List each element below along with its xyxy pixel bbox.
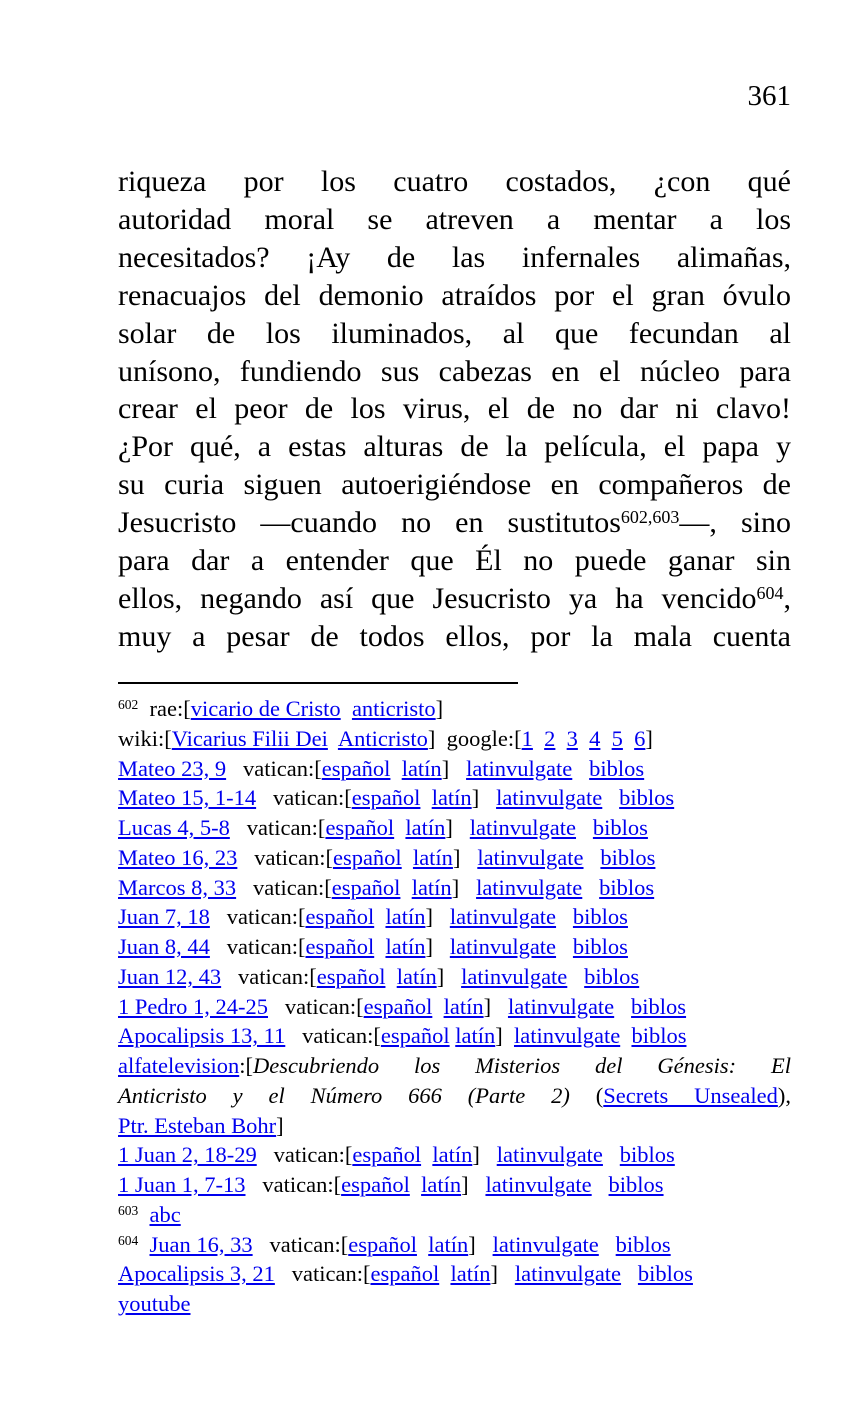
link-biblos[interactable]: biblos [637, 1261, 693, 1287]
main-text-line: autoridad moral se atreven a mentar a los [118, 202, 791, 236]
footnote-line [118, 1289, 791, 1319]
link-juan-7-18[interactable]: Juan 7, 18 [118, 904, 210, 930]
link-latinvulgate[interactable]: latinvulgate [496, 785, 603, 811]
footnote-line: Mateo 23, 9 vatican:[español latín] latinvulgate biblos [118, 755, 645, 781]
footnote-line: Juan 7, 18 vatican:[español latín] latinvulgate biblos [118, 904, 628, 930]
page-number: 361 [747, 80, 791, 112]
footnote-italic-title: Descubriendo los Misterios del Génesis: El [252, 1053, 791, 1078]
link-5[interactable]: 5 [611, 725, 623, 751]
link-latin[interactable]: latín [421, 1172, 462, 1197]
link-latin[interactable]: latín [443, 993, 484, 1019]
link-1[interactable]: 1 [521, 725, 533, 751]
link-latinvulgate[interactable]: latinvulgate [477, 844, 584, 870]
link-lucas-4-5-8[interactable]: Lucas 4, 5-8 [118, 815, 230, 840]
main-text-line: riqueza por los cuatro costados, ¿con qué [118, 165, 791, 198]
link-biblos[interactable]: biblos [619, 1142, 675, 1168]
footnote-number: 602 [118, 697, 139, 713]
link-latinvulgate[interactable]: latinvulgate [507, 993, 615, 1019]
footnote-line: Anticristo y el Número 666 (Parte 2) (Secrets Unsealed), [118, 1082, 791, 1108]
link-latin[interactable]: latín [401, 755, 442, 781]
main-text-line: necesitados? ¡Ay de las infernales alimañas, [118, 240, 791, 274]
link-mateo-15-1-14[interactable]: Mateo 15, 1-14 [118, 785, 257, 811]
link-espanol[interactable]: español [321, 755, 391, 781]
link-espanol[interactable]: español [352, 1142, 422, 1168]
link-apocalipsis-13-11[interactable]: Apocalipsis 13, 11 [118, 1023, 286, 1049]
link-secrets-unsealed[interactable]: Secrets Unsealed [603, 1082, 778, 1108]
link-espanol[interactable]: español [380, 1023, 450, 1049]
footnote-italic-title: Anticristo y el Número 666 (Parte 2) [118, 1082, 570, 1108]
link-latin[interactable]: latín [412, 844, 453, 870]
link-latinvulgate[interactable]: latinvulgate [449, 904, 557, 930]
link-apocalipsis-3-21[interactable]: Apocalipsis 3, 21 [118, 1261, 275, 1287]
link-latin[interactable]: latín [405, 815, 446, 840]
footnote-line: Lucas 4, 5-8 vatican:[español latín] latinvulgate biblos [118, 815, 648, 840]
link-abc[interactable]: abc [149, 1201, 181, 1227]
link-latinvulgate[interactable]: latinvulgate [469, 815, 577, 840]
link-mateo-23-9[interactable]: Mateo 23, 9 [118, 755, 227, 781]
link-biblos[interactable]: biblos [572, 904, 628, 930]
link-mateo-16-23[interactable]: Mateo 16, 23 [118, 844, 238, 870]
link-biblos[interactable]: biblos [608, 1172, 664, 1197]
link-espanol[interactable]: español [370, 1261, 440, 1287]
link-biblos[interactable]: biblos [589, 755, 645, 781]
main-text-line: crear el peor de los virus, el de no dar ni clavo! [118, 392, 791, 426]
link-latin[interactable]: latín [385, 904, 426, 930]
main-text-line: ¿Por qué, a estas alturas de la película, el papa y [118, 430, 791, 464]
link-biblos[interactable]: biblos [619, 785, 675, 811]
link-latin[interactable]: latín [455, 1023, 496, 1049]
link-latin[interactable]: latín [450, 1261, 491, 1287]
link-latinvulgate[interactable]: latinvulgate [485, 1172, 592, 1197]
link-espanol[interactable]: español [351, 785, 421, 811]
main-text-line: Jesucristo —cuando no en sustitutos$^{602,603}$—, sino [118, 506, 791, 540]
link-biblos[interactable]: biblos [592, 815, 648, 840]
link-latinvulgate[interactable]: latinvulgate [449, 934, 557, 959]
main-text-line: solar de los iluminados, al que fecundan al [118, 316, 791, 350]
footnotes-section [118, 694, 791, 1319]
footnote-separator [118, 682, 518, 684]
main-text-line: para dar a entender que Él no puede ganar sin [118, 544, 791, 578]
footnote-line: Mateo 16, 23 vatican:[español latín] latinvulgate biblos [118, 844, 656, 870]
link-vicarius-filii-dei[interactable]: Vicarius Filii Dei [171, 725, 328, 751]
link-6[interactable]: 6 [634, 725, 646, 751]
link-latin[interactable]: latín [432, 1142, 473, 1168]
link-ptr-esteban-bohr[interactable]: Ptr. Esteban Bohr [118, 1112, 277, 1138]
link-juan-8-44[interactable]: Juan 8, 44 [118, 934, 210, 959]
link-espanol[interactable]: español [363, 993, 433, 1019]
footnote-line [118, 1200, 791, 1230]
link-juan-16-33[interactable]: Juan 16, 33 [149, 1231, 253, 1257]
link-latinvulgate[interactable]: latinvulgate [492, 1231, 599, 1257]
link-alfatelevision[interactable]: alfatelevision [118, 1053, 240, 1078]
link-latin[interactable]: latín [411, 874, 452, 900]
main-text-line: renacuajos del demonio atraídos por el gran óvulo [118, 278, 791, 312]
main-text-line: unísono, fundiendo sus cabezas en el núcleo para [118, 354, 791, 388]
link-latin[interactable]: latín [428, 1231, 469, 1257]
link-biblos[interactable]: biblos [584, 963, 640, 989]
footnote-number: 604 [118, 1232, 139, 1248]
link-biblos[interactable]: biblos [631, 1023, 687, 1049]
link-latinvulgate[interactable]: latinvulgate [513, 1023, 621, 1049]
footnote-line: Juan 8, 44 vatican:[español latín] latinvulgate biblos [118, 934, 628, 959]
link-latinvulgate[interactable]: latinvulgate [496, 1142, 603, 1168]
footnote-line: wiki:[Vicarius Filii Dei Anticristo] google:[1 2 3 4 5 6] [118, 725, 653, 751]
footnote-line: 1 Juan 2, 18-29 vatican:[español latín] latinvulgate biblos [118, 1142, 675, 1168]
link-juan-12-43[interactable]: Juan 12, 43 [118, 963, 222, 989]
link-espanol[interactable]: español [316, 963, 386, 989]
footnote-number: 603 [118, 1203, 139, 1218]
link-espanol[interactable]: español [331, 874, 401, 900]
footnote-line: Juan 12, 43 vatican:[español latín] latinvulgate biblos [118, 963, 640, 989]
link-latin[interactable]: latín [385, 934, 426, 959]
main-text-line: su curia siguen autoerigiéndose en compañeros de [118, 468, 791, 502]
main-text-line: ellos, negando así que Jesucristo ya ha vencido$^{604}$, [118, 581, 791, 615]
link-espanol[interactable]: español [325, 815, 395, 840]
footnote-ref-marker: 604 [756, 582, 784, 603]
link-anticristo[interactable]: Anticristo [337, 725, 428, 751]
footnote-line: Ptr. Esteban Bohr] [118, 1112, 284, 1138]
main-text-line: muy a pesar de todos ellos, por la mala cuenta [118, 619, 791, 653]
link-vicario-de-cristo[interactable]: vicario de Cristo [190, 696, 341, 721]
link-espanol[interactable]: español [305, 934, 375, 959]
footnote-line: Apocalipsis 3, 21 vatican:[español latín] latinvulgate biblos [118, 1261, 693, 1287]
link-1-juan-1-7-13[interactable]: 1 Juan 1, 7-13 [118, 1172, 246, 1197]
footnote-line: 1 Juan 1, 7-13 vatican:[español latín] latinvulgate biblos [118, 1172, 664, 1197]
link-latinvulgate[interactable]: latinvulgate [466, 755, 573, 781]
link-espanol[interactable]: español [341, 1172, 410, 1197]
link-4[interactable]: 4 [589, 725, 601, 751]
link-biblos[interactable]: biblos [631, 993, 687, 1019]
footnote-line: alfatelevision:[Descubriendo los Misterios del Génesis: El [118, 1053, 791, 1078]
footnote-line: 1 Pedro 1, 24-25 vatican:[español latín] latinvulgate biblos [118, 993, 687, 1019]
link-1-pedro-1-24-25[interactable]: 1 Pedro 1, 24-25 [118, 993, 268, 1019]
footnote-line: $^{602}$ rae:[vicario de Cristo anticristo] [118, 696, 444, 721]
link-marcos-8-33[interactable]: Marcos 8, 33 [118, 874, 237, 900]
link-latin[interactable]: latín [396, 963, 437, 989]
footnote-line: Marcos 8, 33 vatican:[español latín] latinvulgate biblos [118, 874, 655, 900]
link-anticristo[interactable]: anticristo [351, 696, 436, 721]
link-espanol[interactable]: español [348, 1231, 417, 1257]
link-biblos[interactable]: biblos [599, 874, 655, 900]
link-biblos[interactable]: biblos [572, 934, 628, 959]
footnote-line: Apocalipsis 13, 11 vatican:[español latín] latinvulgate biblos [118, 1023, 687, 1049]
link-espanol[interactable]: español [305, 904, 375, 930]
footnote-line: $^{604}$ Juan 16, 33 vatican:[español latín] latinvulgate biblos [118, 1231, 671, 1257]
link-2[interactable]: 2 [544, 725, 556, 751]
main-paragraph [118, 163, 791, 656]
link-biblos[interactable]: biblos [600, 844, 656, 870]
link-espanol[interactable]: español [332, 844, 402, 870]
link-latinvulgate[interactable]: latinvulgate [476, 874, 583, 900]
link-3[interactable]: 3 [566, 725, 578, 751]
link-latin[interactable]: latín [431, 785, 472, 811]
footnote-line: Mateo 15, 1-14 vatican:[español latín] latinvulgate biblos [118, 785, 675, 811]
link-biblos[interactable]: biblos [615, 1231, 671, 1257]
link-1-juan-2-18-29[interactable]: 1 Juan 2, 18-29 [118, 1142, 257, 1168]
link-latinvulgate[interactable]: latinvulgate [461, 963, 568, 989]
link-youtube[interactable]: youtube [118, 1291, 191, 1316]
footnote-ref-marker: 602,603 [620, 507, 680, 528]
link-latinvulgate[interactable]: latinvulgate [514, 1261, 622, 1287]
